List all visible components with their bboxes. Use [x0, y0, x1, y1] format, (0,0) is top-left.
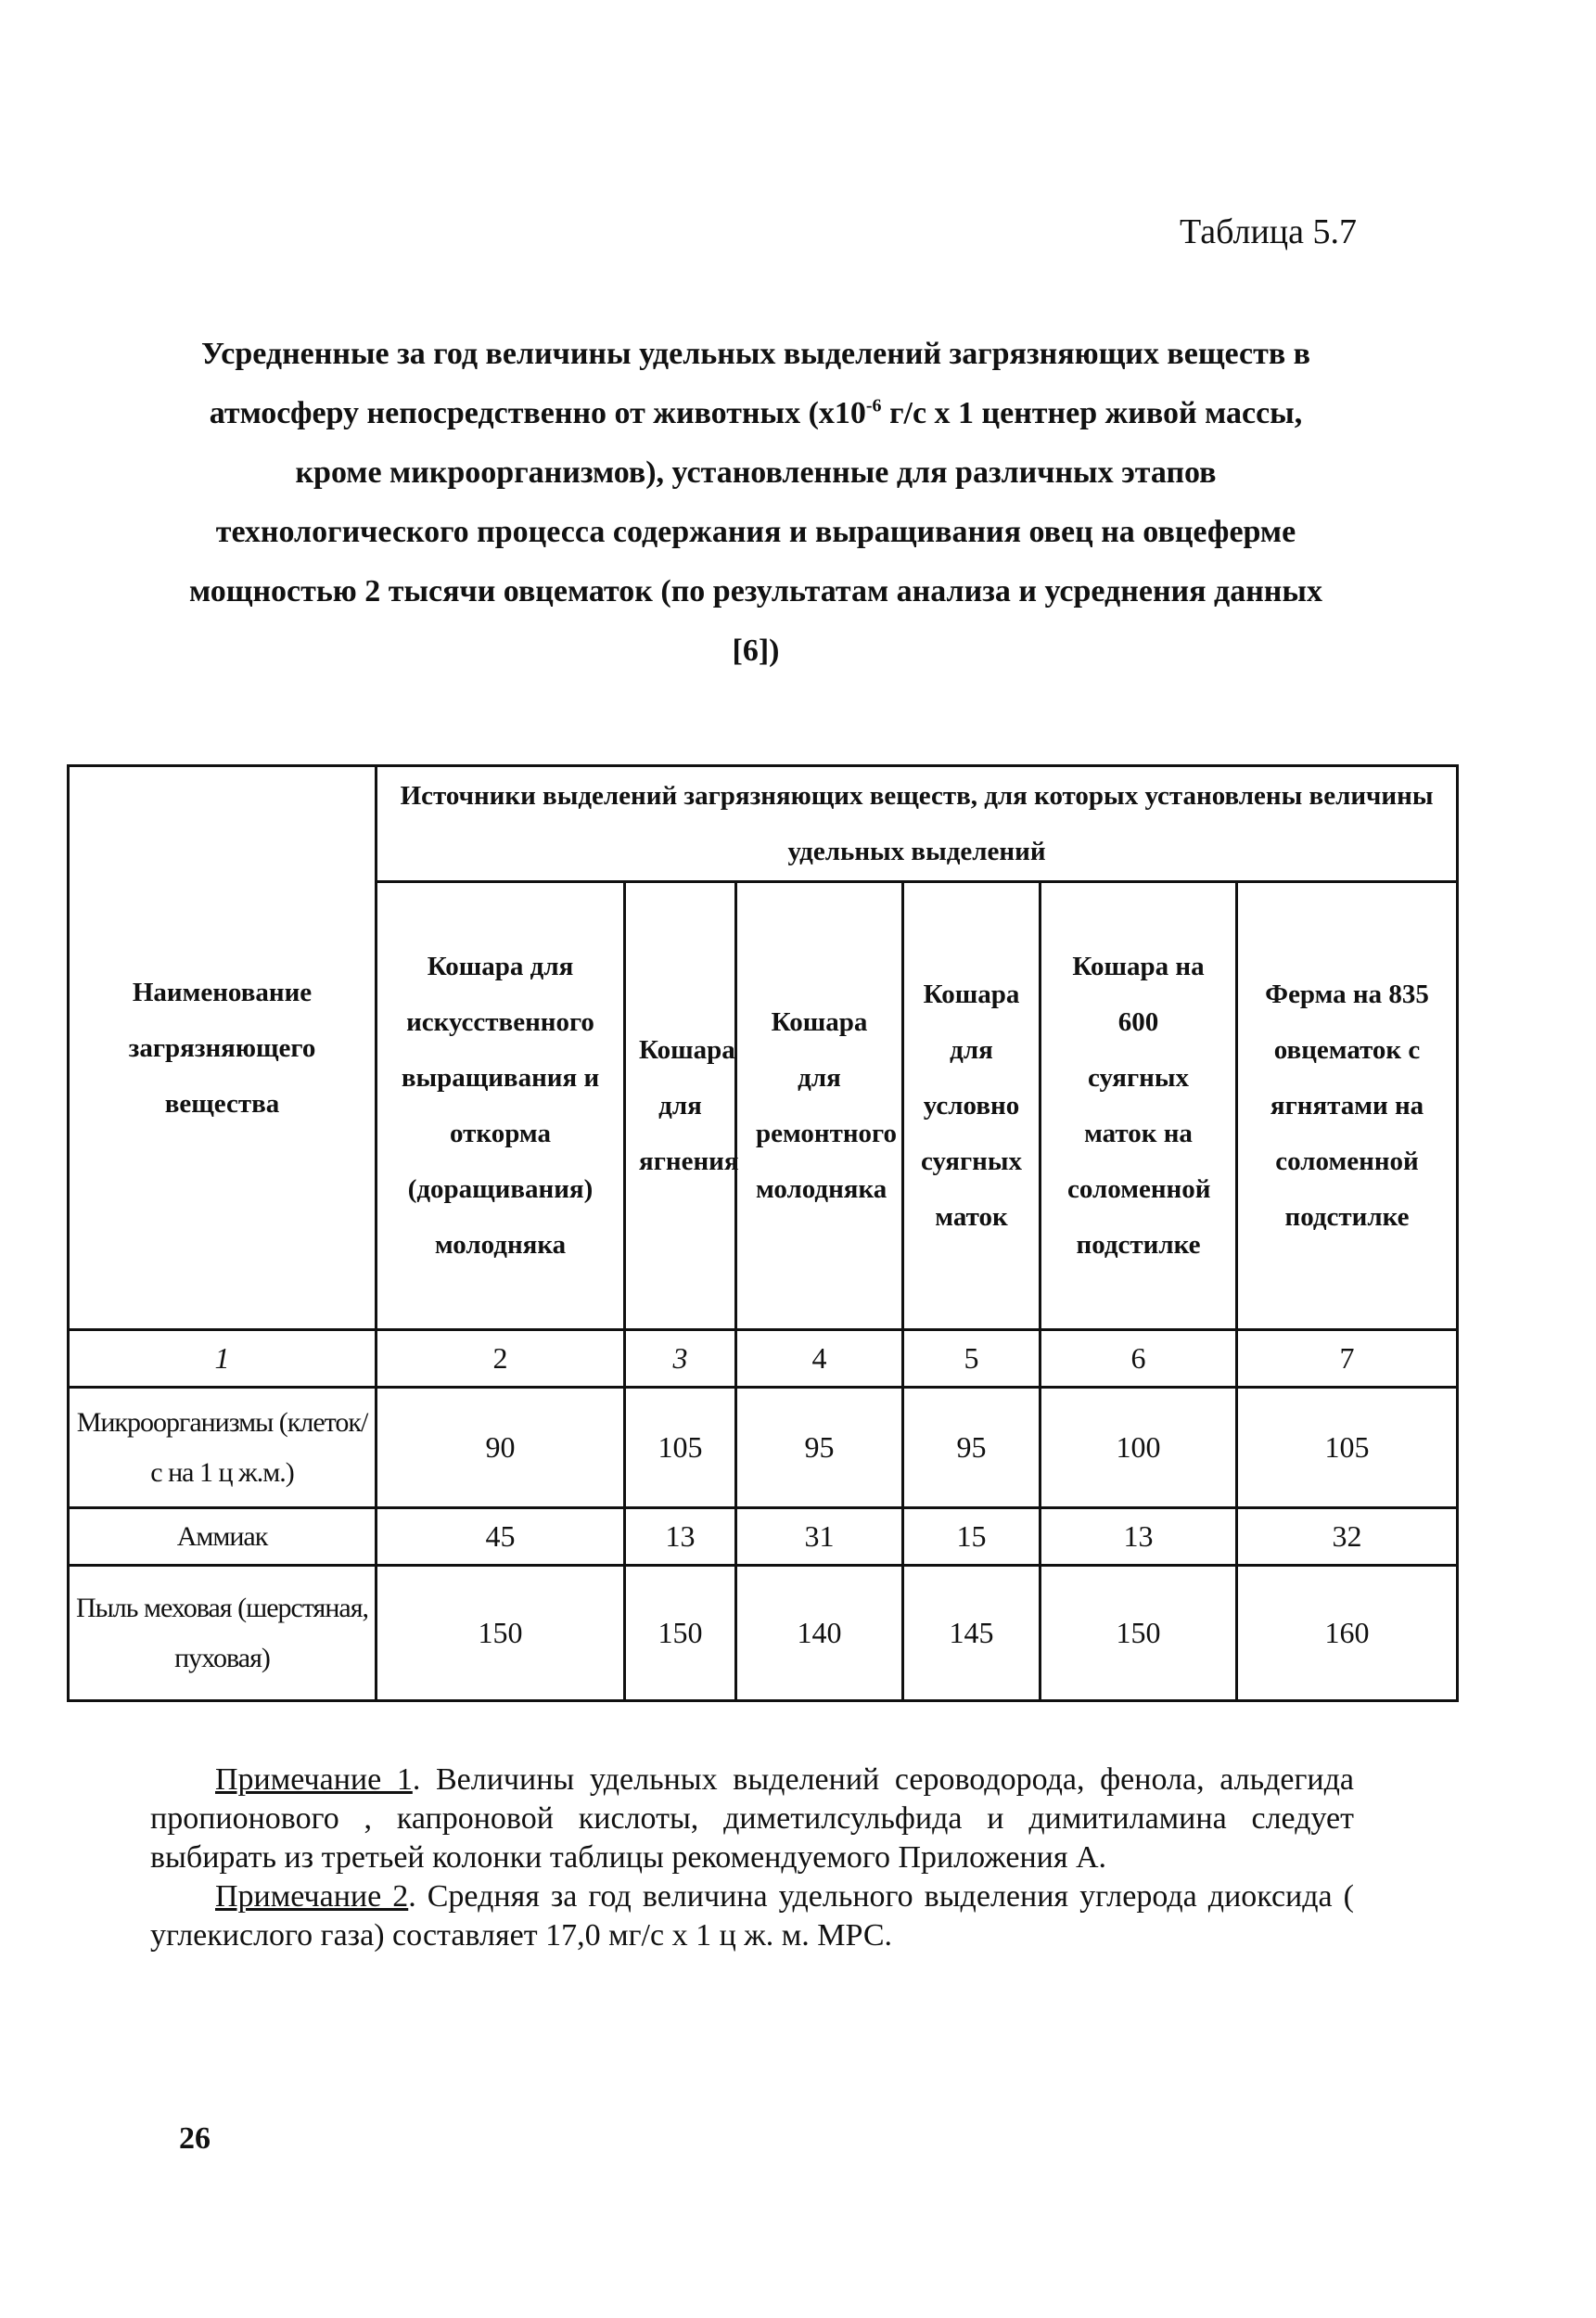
col-number: 3	[625, 1330, 736, 1388]
note-2-text: . Средняя за год величина удельного выделения углерода диоксида ( углекислого газа) составляет 17,0 мг/с х 1 ц ж. м. МРС.	[150, 1879, 1354, 1953]
page-number: 26	[179, 2121, 211, 2156]
sub-header-3: Кошара для ягнения	[625, 882, 736, 1330]
col-number: 2	[377, 1330, 625, 1388]
table-row	[69, 1566, 1458, 1701]
value-cell: 160	[1237, 1566, 1458, 1701]
emissions-table	[67, 764, 1459, 1702]
col-number: 1	[69, 1330, 377, 1388]
note-1	[150, 1761, 1354, 1877]
value-cell: 150	[377, 1566, 625, 1701]
col-number: 7	[1237, 1330, 1458, 1388]
title-exponent: -6	[865, 395, 882, 416]
substance-name: Микроорганизмы (клеток/с на 1 ц ж.м.)	[69, 1388, 377, 1508]
sub-header-5: Кошара для условно суягных маток	[903, 882, 1041, 1330]
col-number: 4	[736, 1330, 903, 1388]
note-2	[150, 1877, 1354, 1955]
value-cell: 100	[1041, 1388, 1237, 1508]
table-row	[69, 1508, 1458, 1566]
note-2-label: Примечание 2	[215, 1879, 409, 1914]
sub-header-2: Кошара для искусственного выращивания и откорма (доращивания) молодняка	[377, 882, 625, 1330]
column-number-row	[69, 1330, 1458, 1388]
substance-name: Аммиак	[69, 1508, 377, 1566]
value-cell: 45	[377, 1508, 625, 1566]
value-cell: 105	[1237, 1388, 1458, 1508]
table-header-row	[69, 766, 1458, 882]
table-label: Таблица 5.7	[1179, 212, 1357, 251]
title-part-1: Усредненные за год величины удельных выделений загрязняющих веществ в атмосферу непосредственно от животных (х10	[200, 337, 1311, 430]
value-cell: 95	[736, 1388, 903, 1508]
value-cell: 105	[625, 1388, 736, 1508]
sub-header-4: Кошара для ремонтного молодняка	[736, 882, 903, 1330]
group-header: Источники выделений загрязняющих веществ, для которых установлены величины удельных выделений	[377, 766, 1458, 882]
value-cell: 90	[377, 1388, 625, 1508]
value-cell: 31	[736, 1508, 903, 1566]
title-part-2: г/с х 1 центнер живой массы, кроме микроорганизмов), установленные для различных этапов технологического процесса содержания и выращивания овец на овцеферме мощностью 2 тысячи овцематок (по результатам анализа и усреднения данных [6])	[189, 396, 1322, 668]
value-cell: 145	[903, 1566, 1041, 1701]
sub-header-6: Кошара на 600 суягных маток на соломенной подстилке	[1041, 882, 1237, 1330]
substance-name: Пыль меховая (шерстяная, пуховая)	[69, 1566, 377, 1701]
value-cell: 32	[1237, 1508, 1458, 1566]
value-cell: 13	[1041, 1508, 1237, 1566]
sub-header-7: Ферма на 835 овцематок с ягнятами на соломенной подстилке	[1237, 882, 1458, 1330]
table-title	[185, 325, 1326, 681]
note-1-text: . Величины удельных выделений сероводорода, фенола, альдегида пропионового , капроновой кислоты, диметилсульфида и димитиламина следует выбирать из третьей колонки таблицы рекомендуемого Приложения А.	[150, 1762, 1354, 1875]
value-cell: 140	[736, 1566, 903, 1701]
value-cell: 13	[625, 1508, 736, 1566]
col1-header: Наименование загрязняющего вещества	[69, 766, 377, 1330]
col-number: 6	[1041, 1330, 1237, 1388]
value-cell: 15	[903, 1508, 1041, 1566]
value-cell: 150	[625, 1566, 736, 1701]
col-number: 5	[903, 1330, 1041, 1388]
value-cell: 150	[1041, 1566, 1237, 1701]
table-row	[69, 1388, 1458, 1508]
value-cell: 95	[903, 1388, 1041, 1508]
note-1-label: Примечание 1	[215, 1762, 413, 1797]
notes	[150, 1761, 1354, 1955]
